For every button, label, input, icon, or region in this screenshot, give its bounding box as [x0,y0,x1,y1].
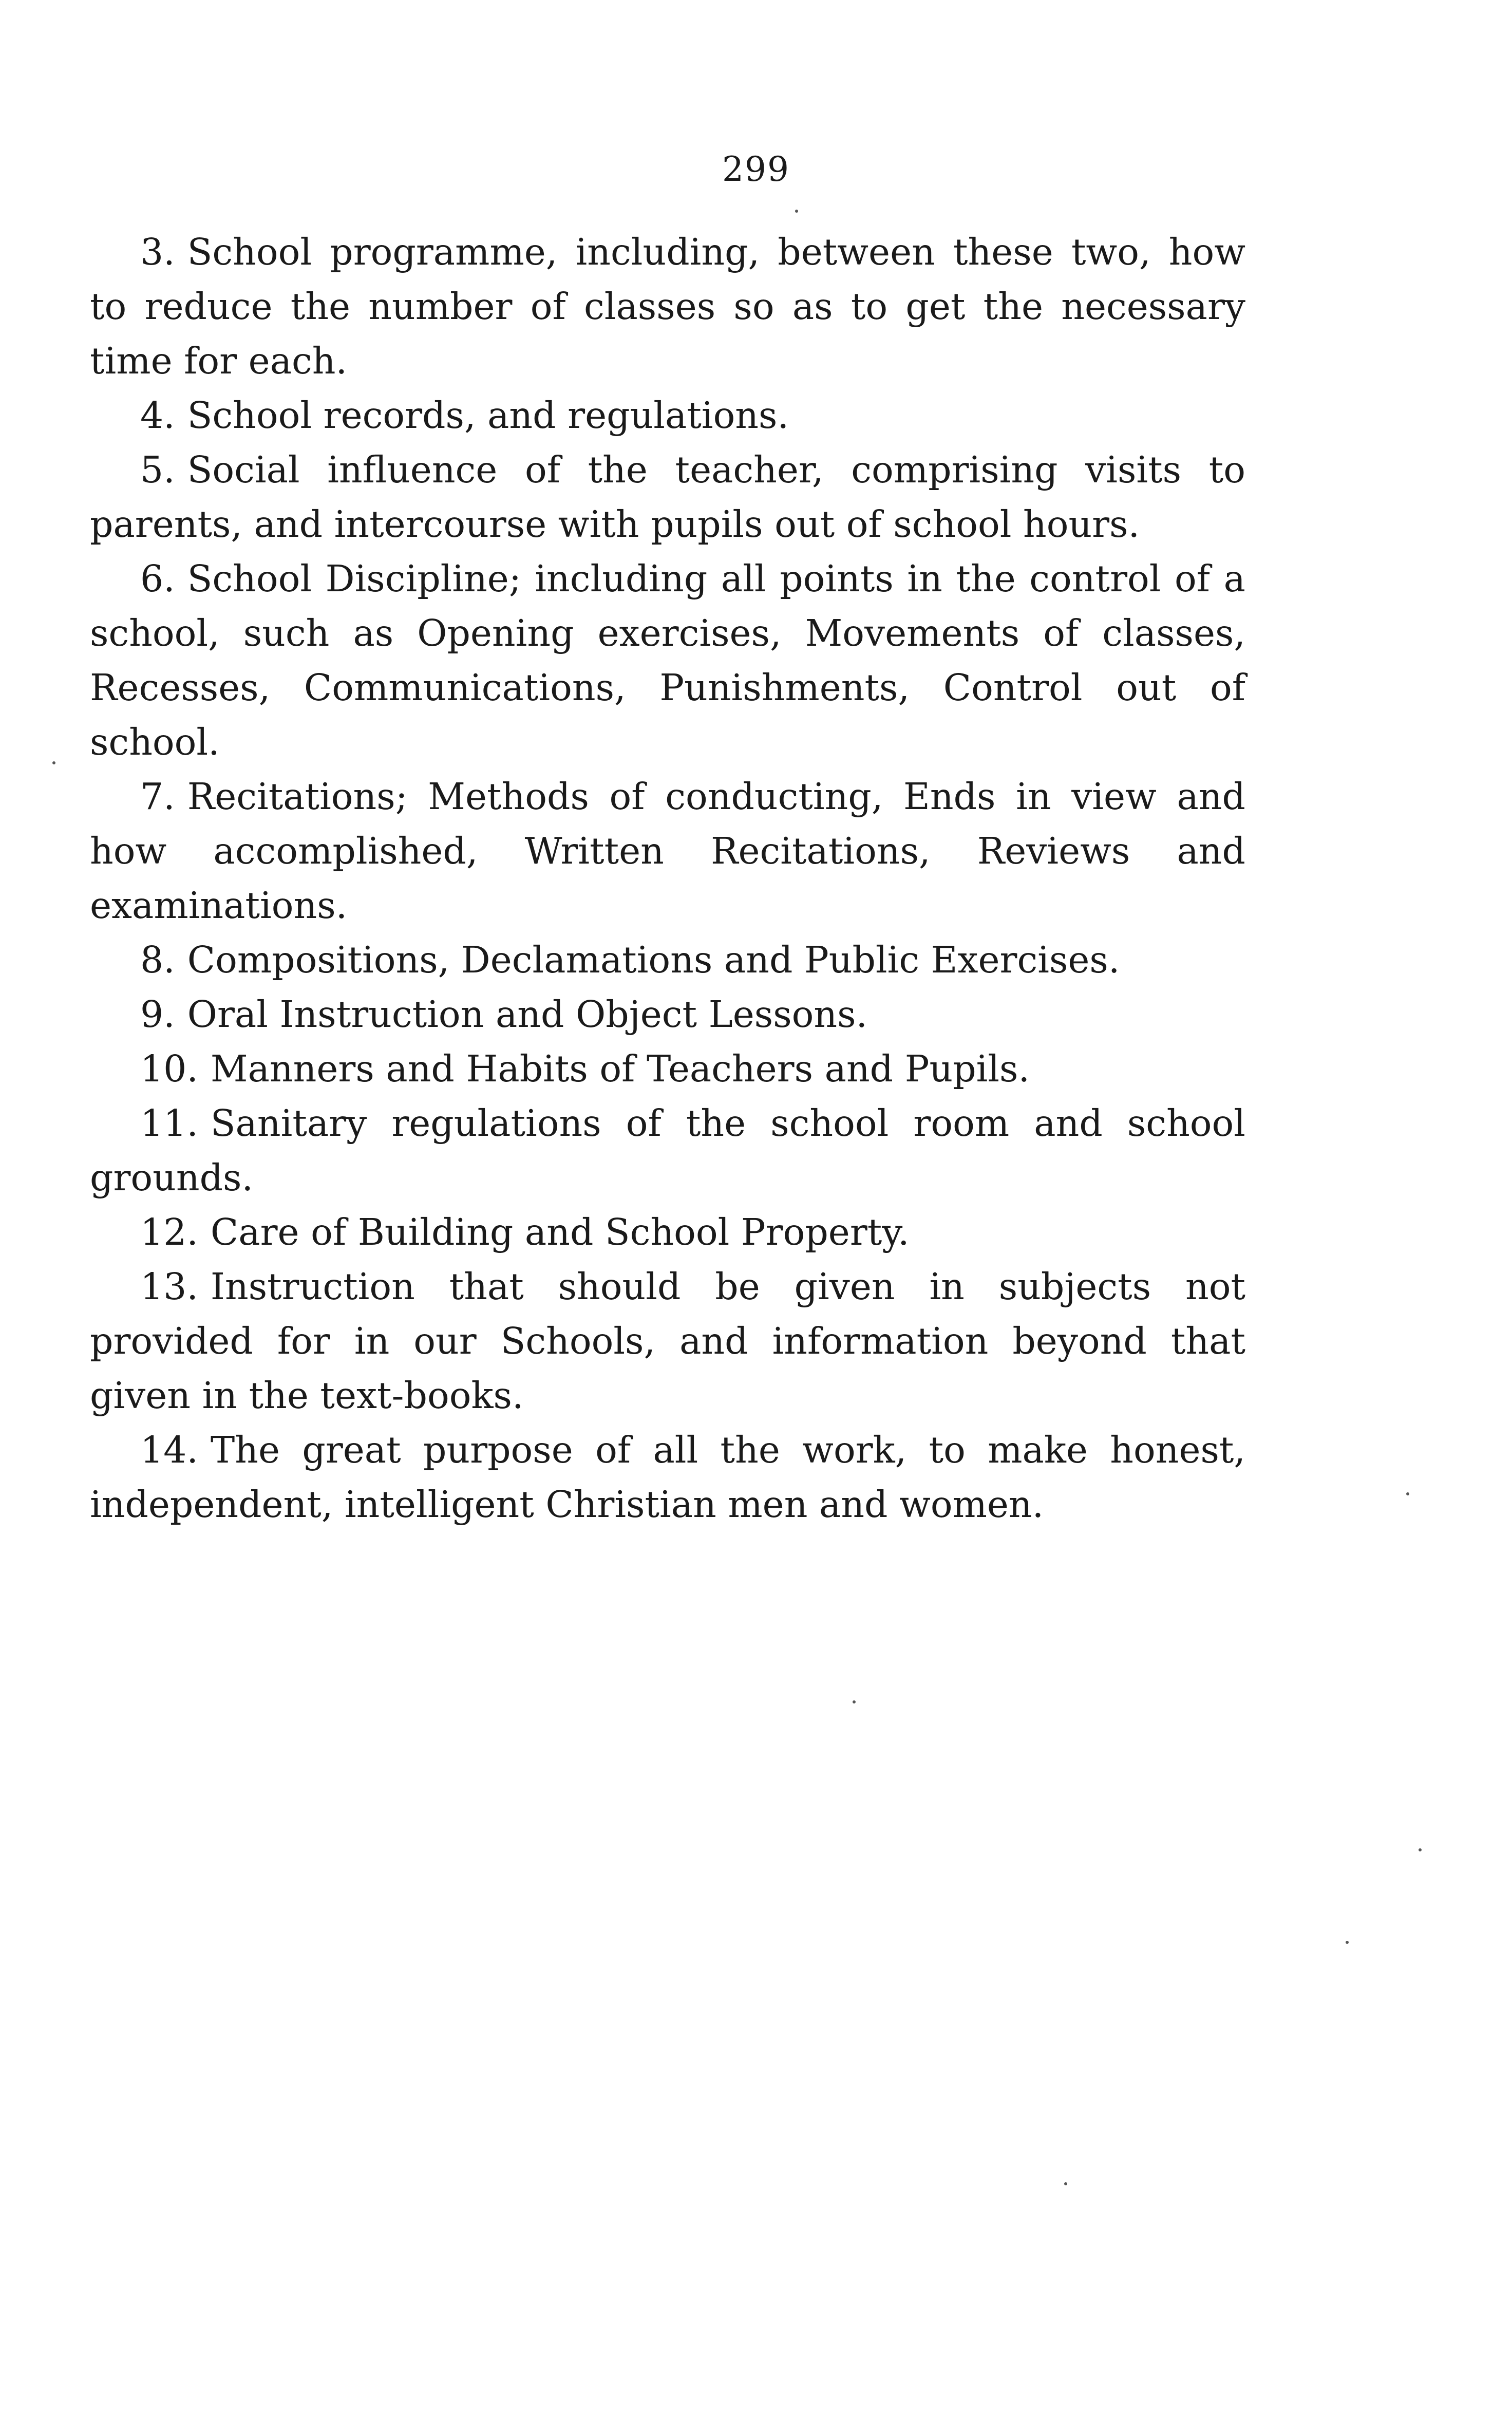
item-number: 4. [140,394,175,437]
item-text: Manners and Habits of Teachers and Pupils. [210,1047,1030,1090]
item-text: Compositions, Declamations and Public Exercises. [187,939,1120,981]
print-speck [52,761,55,764]
item-text: The great purpose of all the work, to make honest, independent, intelligent Christian men and women. [90,1429,1245,1526]
item-text: School Discipline; including all points in the control of a school, such as Opening exercises, Movements of classes, Recesses, Communications, Punishments, Control out of school. [90,557,1245,763]
item-number: 5. [140,448,175,491]
item-number: 10. [140,1047,198,1090]
list-item [90,552,1245,770]
print-speck [853,1700,856,1703]
list-item [90,933,1245,987]
item-number: 12. [140,1211,198,1253]
list-item [90,1042,1245,1096]
numbered-list [90,225,1245,1532]
list-item [90,388,1245,443]
item-text: School records, and regulations. [187,394,789,437]
list-item [90,987,1245,1042]
item-text: Care of Building and School Property. [210,1211,910,1253]
item-text: Social influence of the teacher, comprising visits to parents, and intercourse with pupils out of school hours. [90,448,1245,546]
item-number: 11. [140,1102,198,1145]
item-text: School programme, including, between these two, how to reduce the number of classes so as to get the necessary time for each. [90,231,1245,382]
list-item [90,1205,1245,1260]
item-text: Instruction that should be given in subjects not provided for in our Schools, and information beyond that given in the text-books. [90,1265,1245,1417]
item-text: Recitations; Methods of conducting, Ends in view and how accomplished, Written Recitations, Reviews and examinations. [90,775,1245,927]
item-number: 14. [140,1429,198,1471]
list-item [90,225,1245,388]
print-speck [1419,1848,1422,1851]
print-speck [1346,1941,1349,1944]
item-number: 7. [140,775,175,818]
list-item [90,1423,1245,1532]
item-number: 13. [140,1265,198,1308]
item-number: 9. [140,993,175,1036]
list-item [90,443,1245,552]
item-text: Oral Instruction and Object Lessons. [187,993,868,1036]
item-number: 3. [140,231,175,273]
item-number: 6. [140,557,175,600]
item-text: Sanitary regulations of the school room and school grounds. [90,1102,1245,1199]
print-speck [1406,1492,1409,1495]
list-item [90,1096,1245,1205]
print-speck [795,210,798,213]
page-number: 299 [722,149,790,189]
print-speck [1064,2182,1067,2185]
item-number: 8. [140,939,175,981]
list-item [90,1260,1245,1423]
list-item [90,770,1245,933]
